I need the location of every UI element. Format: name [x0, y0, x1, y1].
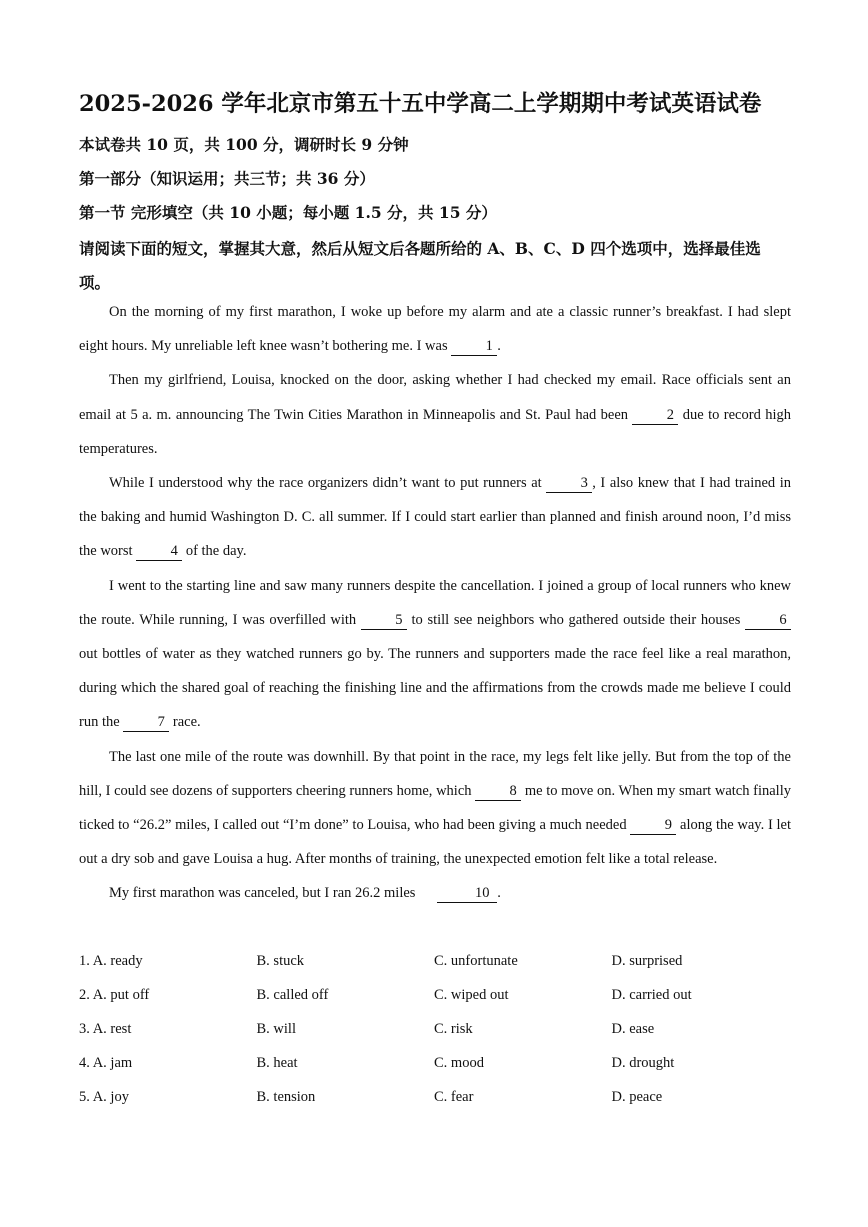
option-choice[interactable]: B. heat	[256, 1055, 298, 1072]
option-choice[interactable]: D. carried out	[611, 986, 692, 1003]
instruction: 请阅读下面的短文，掌握其大意，然后从短文后各题所给的 A、B、C、D 四个选项中，选择最佳选项。	[79, 239, 761, 292]
option-row	[79, 1012, 791, 1046]
option-choice[interactable]: B. tension	[256, 1089, 316, 1106]
blank-4[interactable]: 4	[136, 542, 182, 561]
option-choice[interactable]: B. stuck	[256, 952, 305, 969]
part-heading: 第一部分（知识运用；共三节；共 36 分）	[79, 169, 375, 188]
passage-text: On the morning of my first marathon, I woke up before my alarm and ate a classic runner’s breakfast. I had slept eight hours. My unreliable left knee wasn’t bothering me. I was	[79, 304, 795, 355]
passage-paragraph	[79, 876, 791, 910]
option-choice[interactable]: 1. A. ready	[79, 952, 143, 969]
blank-2[interactable]: 2	[632, 406, 678, 425]
option-choice[interactable]: C. wiped out	[434, 986, 509, 1003]
option-choice[interactable]: 3. A. rest	[79, 1020, 132, 1037]
passage-paragraph	[79, 569, 795, 740]
option-choice[interactable]: 2. A. put off	[79, 986, 150, 1003]
option-choice[interactable]: 5. A. joy	[79, 1089, 129, 1106]
option-choice[interactable]: D. ease	[611, 1020, 655, 1037]
option-choice[interactable]: C. mood	[434, 1055, 484, 1072]
option-row	[79, 1047, 791, 1081]
blank-5[interactable]: 5	[361, 611, 407, 630]
passage-text: due to record high temperatures.	[79, 406, 795, 457]
passage-text: me to move on. When my smart watch finally ticked to “26.2” miles, I called out “I’m done” to Louisa, who had been giving a much needed	[79, 782, 795, 834]
passage-paragraph	[79, 363, 795, 466]
passage-text: of the day.	[182, 543, 247, 560]
option-choice[interactable]: B. will	[256, 1020, 296, 1037]
passage-paragraph	[79, 295, 795, 363]
option-choice[interactable]: 4. A. jam	[79, 1055, 133, 1072]
option-choice[interactable]: D. drought	[611, 1055, 675, 1072]
blank-6[interactable]: 6	[745, 611, 791, 630]
option-choice[interactable]: C. fear	[434, 1089, 474, 1106]
passage-text: While I understood why the race organizers didn’t want to put runners at	[109, 475, 547, 492]
passage-text: The last one mile of the route was downhill. By that point in the race, my legs felt like jelly. But from the top of the hill, I could see dozens of supporters cheering runners home, which	[79, 748, 795, 799]
exam-info: 本试卷共 10 页，共 100 分，调研时长 9 分钟	[79, 135, 409, 154]
option-row	[79, 1081, 791, 1115]
blank-10[interactable]: 10	[437, 884, 497, 903]
blank-1[interactable]: 1	[451, 337, 497, 356]
exam-title: 2025-2026 学年北京市第五十五中学高二上学期期中考试英语试卷	[79, 91, 762, 117]
passage-text: Then my girlfriend, Louisa, knocked on the door, asking whether I had checked my email. Race officials sent an email at 5 a. m. announcing The Twin Cities Marathon in Minneapolis and St. Paul had been	[79, 372, 795, 423]
passage-text: .	[497, 885, 501, 902]
passage-text: along the way. I let out a dry sob and gave Louisa a hug. After months of training, the unexpected emotion felt like a total release.	[79, 817, 795, 868]
option-choice[interactable]: D. peace	[611, 1089, 663, 1106]
blank-7[interactable]: 7	[123, 713, 169, 732]
option-choice[interactable]: D. surprised	[611, 952, 683, 969]
passage-text: race.	[169, 714, 201, 731]
option-choice[interactable]: B. called off	[256, 986, 329, 1003]
option-row	[79, 978, 791, 1012]
answer-options	[79, 944, 791, 1115]
passage-text: I went to the starting line and saw many runners despite the cancellation. I joined a group of local runners who knew the route. While running, I was overfilled with	[79, 577, 795, 628]
passage-text: , I also knew that I had trained in the baking and humid Washington D. C. all summer. If I could start earlier than planned and finish around noon, I’d miss the worst	[79, 475, 795, 560]
blank-3[interactable]: 3	[546, 474, 592, 493]
section-heading: 第一节 完形填空（共 10 小题；每小题 1.5 分，共 15 分）	[79, 203, 497, 222]
passage-paragraph	[79, 466, 795, 569]
blank-8[interactable]: 8	[475, 782, 521, 801]
passage-text: to still see neighbors who gathered outside their houses	[406, 611, 745, 628]
passage-text: My first marathon was canceled, but I ran 26.2 miles	[109, 885, 438, 902]
cloze-passage	[79, 295, 795, 911]
passage-paragraph	[79, 740, 795, 877]
option-choice[interactable]: C. unfortunate	[434, 952, 518, 969]
passage-text: .	[497, 338, 501, 355]
passage-text: out bottles of water as they watched runners go by. The runners and supporters made the race feel like a real marathon, during which the shared goal of reaching the finishing line and the affirmations from the crowds made me believe I could run the	[79, 611, 795, 731]
option-row	[79, 944, 791, 978]
option-choice[interactable]: C. risk	[434, 1020, 473, 1037]
blank-9[interactable]: 9	[630, 816, 676, 835]
